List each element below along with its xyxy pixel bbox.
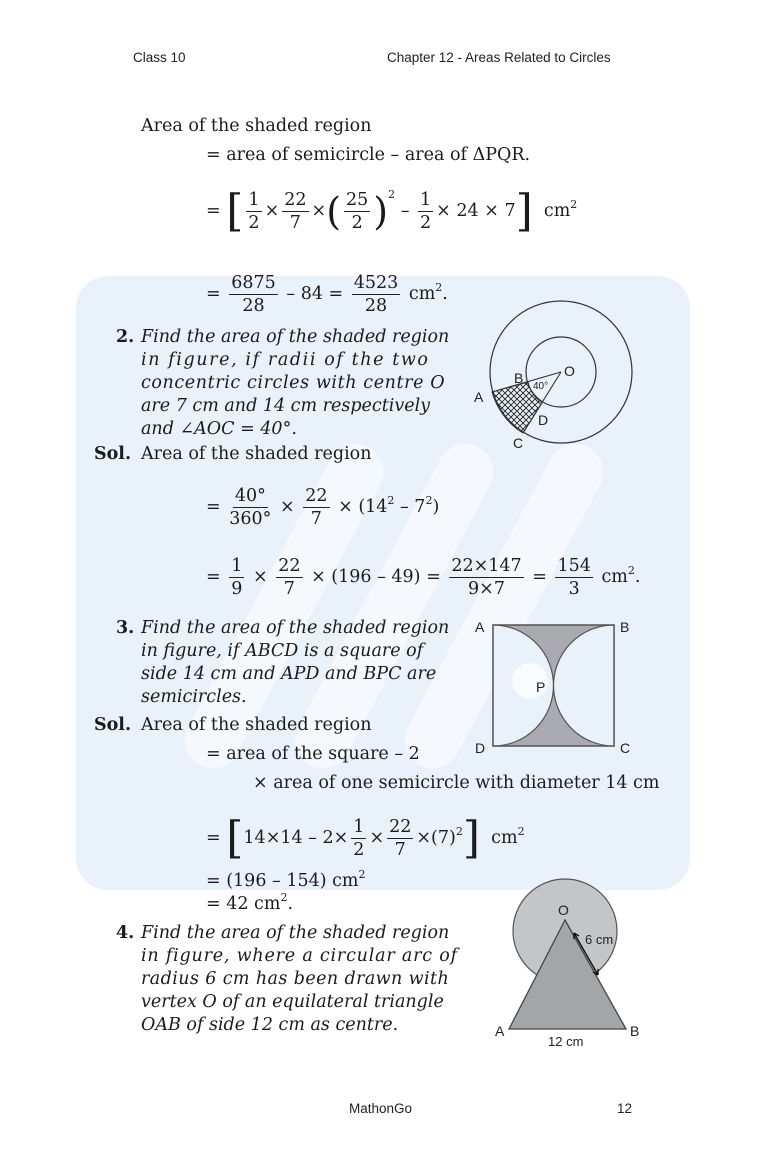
svg-text:B: B: [514, 370, 524, 386]
q4-number: 4.: [116, 923, 135, 943]
q2-text-line5: and ∠AOC = 40°.: [141, 419, 297, 439]
svg-text:6 cm: 6 cm: [585, 932, 614, 947]
q4-figure-circle-triangle: [490, 875, 650, 1055]
svg-text:40°: 40°: [533, 381, 549, 392]
q4-text-line3: radius 6 cm has been drawn with: [141, 969, 450, 989]
svg-text:D: D: [475, 740, 486, 756]
q3-eq1: = [14×14 – 2× $\frac{1}{2}$ × $\frac{22}{7}$ $\times(7)^2$] $cm^2$: [206, 812, 525, 864]
q2-number: 2.: [116, 327, 135, 347]
svg-text:O: O: [558, 902, 569, 918]
q2-eq2: = $\frac{1}{9}$ × $\frac{22}{7}$ × (196 – 49) = $\frac{22\times 147}{9\times 7}$ = $\frac{154}{3}$ $cm^2$.: [206, 556, 641, 599]
q3-text-line4: semicircles.: [141, 687, 247, 707]
svg-text:12 cm: 12 cm: [548, 1034, 584, 1049]
q3-text-line2: in figure, if ABCD is a square of: [141, 641, 424, 661]
q3-sol-line: Area of the shaded region: [141, 715, 372, 735]
q3-text-line1: Find the area of the shaded region: [141, 618, 450, 638]
svg-text:A: A: [474, 389, 484, 405]
header-class-label: Class 10: [133, 50, 186, 65]
q2-text-line1: Find the area of the shaded region: [141, 327, 450, 347]
svg-text:D: D: [538, 412, 549, 428]
svg-text:C: C: [513, 435, 524, 451]
q3-figure-square-semicircles: [470, 615, 650, 760]
q2-figure-concentric-circles: [460, 300, 660, 470]
svg-text:B: B: [630, 1023, 640, 1039]
svg-text:P: P: [536, 679, 546, 695]
svg-text:O: O: [564, 363, 575, 379]
q2-text-line4: are 7 cm and 14 cm respectively: [141, 396, 431, 416]
q3-text-line3: side 14 cm and APD and BPC are: [141, 664, 437, 684]
q4-text-line1: Find the area of the shaded region: [141, 923, 450, 943]
q3-sol-line3: × area of one semicircle with diameter 14 cm: [253, 773, 660, 793]
prev-sol-eq2: = $\frac{6875}{28}$ – 84 = $\frac{4523}{28}$ $cm^2$.: [206, 273, 448, 316]
svg-text:B: B: [620, 619, 630, 635]
q2-text-line3: concentric circles with centre O: [141, 373, 446, 393]
q3-number: 3.: [116, 618, 135, 638]
q2-sol-line: Area of the shaded region: [141, 444, 372, 464]
q3-sol-label: Sol.: [94, 715, 132, 735]
footer-brand: MathonGo: [349, 1101, 413, 1116]
prev-sol-line1: Area of the shaded region: [141, 116, 372, 136]
q3-sol-line2: = area of the square – 2: [206, 744, 420, 764]
prev-sol-line2: = area of semicircle – area of ΔPQR.: [206, 145, 531, 165]
svg-text:A: A: [475, 619, 485, 635]
q4-text-line2: in figure, where a circular arc of: [141, 946, 458, 966]
header-chapter-title: Chapter 12 - Areas Related to Circles: [387, 50, 611, 65]
q2-text-line2: in figure, if radii of the two: [141, 350, 430, 370]
q2-sol-label: Sol.: [94, 444, 132, 464]
q4-text-line4: vertex O of an equilateral triangle: [141, 992, 444, 1012]
svg-text:C: C: [620, 740, 631, 756]
q2-eq1: = $\frac{40^\circ}{360^\circ}$ × $\frac{22}{7}$ × $(14^2 - 7^2)$: [206, 486, 440, 529]
svg-text:A: A: [495, 1023, 505, 1039]
q3-eq2: = (196 – 154) $cm^2$: [206, 868, 366, 891]
footer-page-number: 12: [617, 1101, 633, 1116]
q4-text-line5: OAB of side 12 cm as centre.: [141, 1015, 399, 1035]
q3-eq3: = 42 $cm^2$.: [206, 891, 294, 914]
prev-sol-eq1: = [ $\frac{1}{2}$ × $\frac{22}{7}$ ×( $\frac{25}{2}$ )$^2$ – $\frac{1}{2}$ × 24 × 7] $cm^2$: [206, 185, 578, 237]
